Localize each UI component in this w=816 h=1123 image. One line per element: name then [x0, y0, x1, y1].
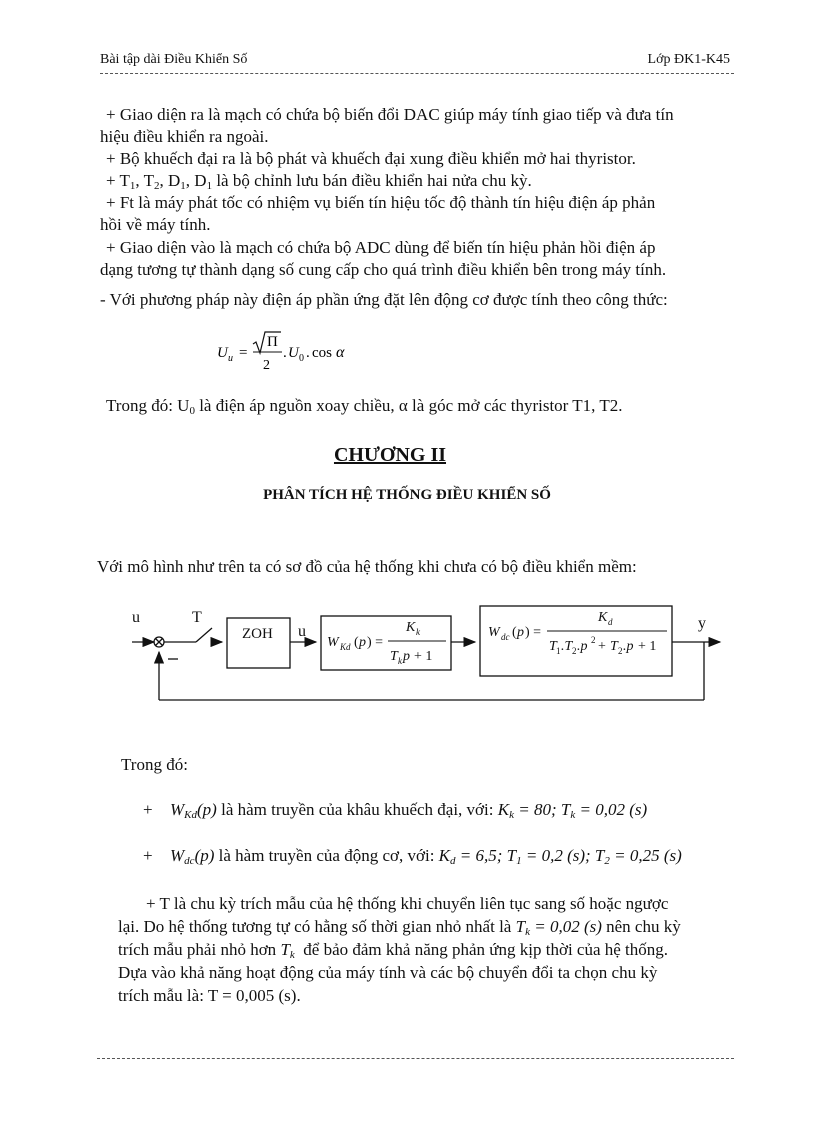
svg-text:U: U	[288, 345, 299, 361]
para-method: - Với phương pháp này điện áp phần ứng đặt lên động cơ được tính theo công thức:	[100, 290, 668, 309]
bullet-motor: $W_{dc}(p)$ là hàm truyền của động cơ, với: $K_d = 6,5$; $T_1 = 0,2$ (s); $T_2 = 0,25$ (s)	[170, 846, 682, 867]
where-voltage-b: là điện áp nguồn xoay chiều, α là góc mở các thyristor T1, T2.	[199, 396, 623, 415]
output-y-label: y	[698, 615, 706, 632]
svg-text:p: p	[403, 649, 410, 664]
mid-u-label: u	[298, 623, 306, 640]
svg-text:.p: .p	[623, 639, 634, 654]
para-rectifier-text: là bộ chỉnh lưu bán điều khiển hai nửa chu kỳ.	[216, 171, 532, 190]
svg-text:2: 2	[591, 635, 596, 645]
zoh-label: ZOH	[242, 626, 273, 642]
svg-text:cos: cos	[312, 345, 332, 361]
svg-text:α: α	[336, 344, 345, 361]
sampler-t-label: T	[192, 609, 202, 626]
para-rectifier: + $T_1$, $T_2$, $D_1$, $D_1$ là bộ chỉnh lưu bán điều khiển hai nửa chu kỳ.	[106, 171, 532, 192]
where-voltage: Trong đó: $U_0$ là điện áp nguồn xoay chiều, α là góc mở các thyristor T1, T2.	[106, 396, 623, 417]
svg-text:) =: ) =	[367, 635, 384, 650]
header-left: Bài tập dài Điều Khiển Số	[100, 52, 248, 67]
svg-text:p: p	[517, 625, 524, 640]
svg-text:u: u	[228, 353, 233, 364]
svg-text:U: U	[217, 345, 228, 361]
svg-text:dc: dc	[501, 632, 510, 642]
svg-text:W: W	[327, 635, 339, 650]
svg-text:+ 1: + 1	[638, 639, 657, 654]
para-sampling-3: trích mẫu phải nhỏ hơn $T_k$ để bảo đảm khả năng phản ứng kịp thời của hệ thống.	[118, 940, 669, 961]
bullet-amplifier-text: là hàm truyền của khâu khuếch đại, với:	[221, 800, 494, 819]
svg-text:(: (	[354, 635, 359, 650]
intro-diagram: Với mô hình như trên ta có sơ đồ của hệ thống khi chưa có bộ điều khiển mềm:	[97, 557, 637, 576]
svg-text:=: =	[239, 345, 248, 361]
svg-text:K: K	[598, 610, 608, 625]
chapter-title: CHƯƠNG II	[333, 444, 447, 466]
svg-text:+: +	[598, 639, 606, 654]
svg-text:W: W	[488, 625, 500, 640]
where-voltage-a: Trong đó: U	[106, 396, 190, 415]
svg-text:.p: .p	[577, 639, 588, 654]
bullet-mark-1: +	[143, 800, 153, 819]
svg-text:) =: ) =	[525, 625, 542, 640]
para-tacho-1: + Ft là máy phát tốc có nhiệm vụ biến tín hiệu tốc độ thành tín hiệu điện áp phản	[106, 193, 656, 212]
para-sampling-5: trích mẫu là: T = 0,005 (s).	[118, 986, 301, 1005]
svg-text:d: d	[608, 617, 613, 627]
para-sampling-3b: để bảo đảm khả năng phản ứng kịp thời của hệ thống.	[303, 940, 669, 959]
svg-text:T: T	[390, 649, 398, 664]
para-sampling-2a: lại. Do hệ thống tương tự có hằng số thời gian nhỏ nhất là	[118, 917, 512, 936]
svg-text:Kd: Kd	[340, 642, 351, 652]
para-sampling-2b: nên chu kỳ	[606, 917, 681, 936]
bullet-mark-2: +	[143, 846, 153, 865]
svg-text:1: 1	[556, 646, 561, 656]
header-right: Lớp ĐK1-K45	[647, 52, 730, 67]
header-divider	[100, 73, 734, 74]
svg-text:2: 2	[618, 646, 623, 656]
voltage-formula	[215, 322, 375, 378]
input-u-label: u	[132, 609, 140, 626]
para-sampling-2: lại. Do hệ thống tương tự có hằng số thời gian nhỏ nhất là $T_k = 0,02$ (s) nên chu kỳ	[118, 917, 681, 938]
para-sampling-3a: trích mẫu phải nhỏ hơn	[118, 940, 277, 959]
para-adc-1: + Giao diện vào là mạch có chứa bộ ADC dùng để biến tín hiệu phản hồi điện áp	[106, 238, 656, 257]
svg-text:k: k	[416, 627, 420, 637]
svg-text:2: 2	[263, 358, 270, 373]
svg-text:.: .	[306, 345, 310, 361]
where-diagram: Trong đó:	[121, 755, 188, 774]
svg-text:+ 1: + 1	[414, 649, 433, 664]
footer-divider	[97, 1058, 734, 1059]
para-dac-1: + Giao diện ra là mạch có chứa bộ biến đổi DAC giúp máy tính giao tiếp và đưa tín	[106, 105, 674, 124]
block-diagram	[126, 604, 726, 710]
bullet-amplifier: $W_{Kd}(p)$ là hàm truyền của khâu khuếch đại, với: $K_k = 80$; $T_k = 0,02$ (s)	[170, 800, 648, 821]
para-amplifier: + Bộ khuếch đại ra là bộ phát và khuếch đại xung điều khiển mở hai thyristor.	[106, 149, 636, 168]
para-sampling-1: + T là chu kỳ trích mẫu của hệ thống khi chuyển liên tục sang số hoặc ngược	[146, 894, 669, 913]
svg-text:T: T	[549, 639, 557, 654]
svg-text:.: .	[283, 345, 287, 361]
svg-text:p: p	[359, 635, 366, 650]
para-adc-2: dạng tương tự thành dạng số cung cấp cho quá trình điều khiển bên trong máy tính.	[100, 260, 667, 279]
svg-text:0: 0	[299, 353, 304, 364]
svg-text:T: T	[610, 639, 618, 654]
para-sampling-4: Dựa vào khả năng hoạt động của máy tính và các bộ chuyển đổi ta chọn chu kỳ	[118, 963, 658, 982]
svg-text:K: K	[406, 620, 416, 635]
svg-text:2: 2	[572, 646, 577, 656]
bullet-motor-text: là hàm truyền của động cơ, với:	[218, 846, 435, 865]
svg-text:(: (	[512, 625, 517, 640]
svg-text:k: k	[398, 656, 402, 666]
svg-text:Π: Π	[267, 334, 278, 350]
chapter-subtitle: PHÂN TÍCH HỆ THỐNG ĐIỀU KHIỂN SỐ	[263, 487, 551, 503]
para-dac-2: hiệu điều khiển ra ngoài.	[100, 127, 269, 146]
svg-text:.T: .T	[561, 639, 573, 654]
para-tacho-2: hồi về máy tính.	[100, 215, 211, 234]
